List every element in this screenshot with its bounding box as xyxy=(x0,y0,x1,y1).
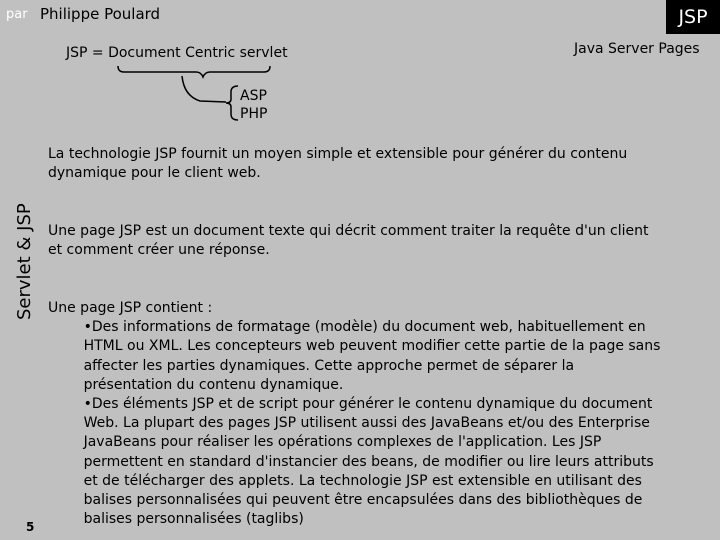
page-number: 5 xyxy=(26,520,35,534)
paragraph-intro: La technologie JSP fournit un moyen simple et extensible pour générer du contenu dynamique pour le client web. xyxy=(48,146,628,182)
topic-badge: JSP xyxy=(666,0,720,34)
alternatives-list xyxy=(240,87,267,123)
side-title: Servlet & JSP xyxy=(14,203,35,320)
alternative-php: PHP xyxy=(240,106,268,122)
definition-text: JSP = Document Centric servlet xyxy=(66,45,288,61)
paragraph-definition: Une page JSP est un document texte qui décrit comment traiter la requête d'un client et comment créer une réponse. xyxy=(48,223,649,259)
paragraph-contents: Une page JSP contient : •Des informations de formatage (modèle) du document web, habituellement en HTML ou XML. Les concepteurs web peuvent modifier cette partie de la page sans affecter les parties dynamiques. Cette approche permet de séparer la présentation du contenu dynamique. •Des éléments JSP et de script pour générer le contenu dynamique du document Web. La plupart des pages JSP utilisent aussi des JavaBeans et/ou des Enterprise JavaBeans pour réaliser les opérations complexes de l'application. Les JSP permettent en standard d'instancier des beans, de modifier ou lire leurs attributs et de télécharger des applets. La technologie JSP est extensible en utilisant des balises personnalisées qui peuvent être encapsulées dans des bibliothèques de balises personnalisées (taglibs) xyxy=(48,300,661,528)
author-prefix: par xyxy=(6,7,28,22)
acronym-expansion: Java Server Pages xyxy=(574,41,700,57)
author-name: Philippe Poulard xyxy=(40,5,161,23)
alternative-asp: ASP xyxy=(240,88,267,104)
